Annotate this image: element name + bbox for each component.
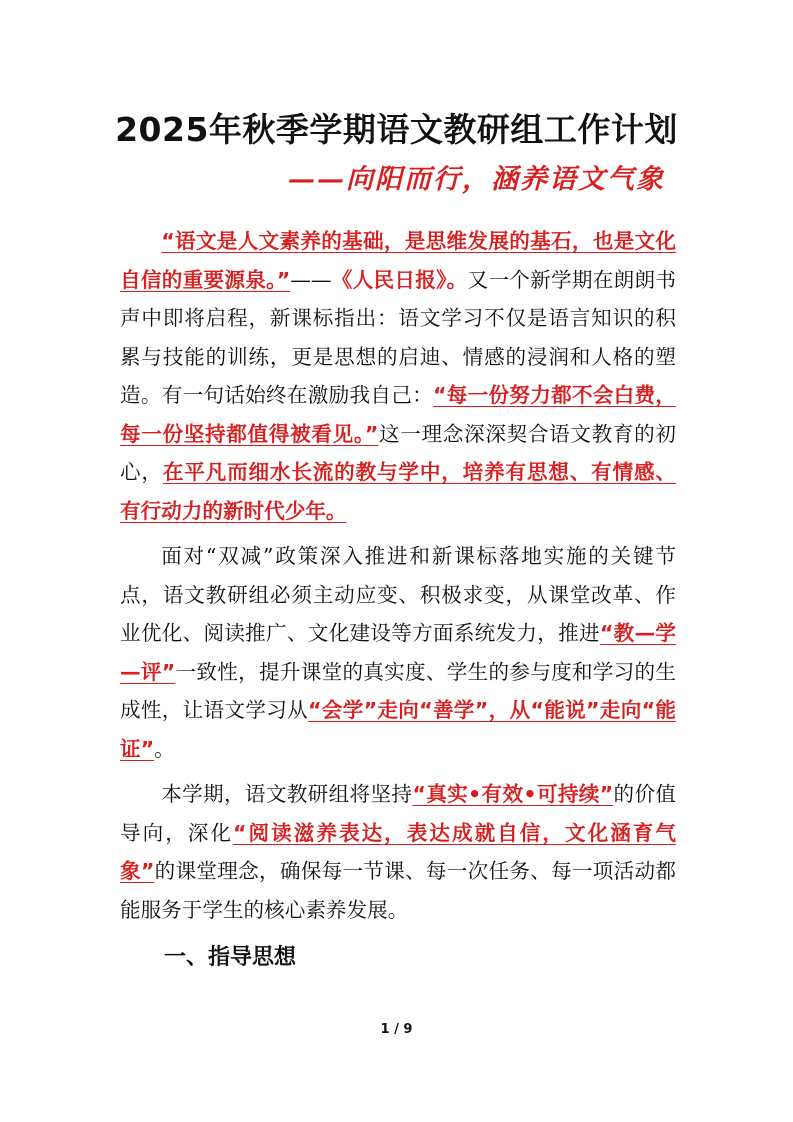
document-subtitle: ——向阳而行，涵养语文气象 (288, 164, 665, 195)
quote-people-daily: “语文是人文素养的基础，是思维发展的基石，也是文化自信的重要源泉。” (120, 229, 676, 292)
quote-source: 《人民日报》。 (331, 267, 468, 292)
document-title: 2025年秋季学期语文教研组工作计划 (115, 110, 678, 149)
highlight-phrase: “阅读滋养表达，表达成就自信，文化涵育气象” (120, 820, 676, 883)
paragraph-text: 面对“双减”政策深入推进和新课标落地实施的关键节点，语文教研组必须主动应变、积极求变，从课堂改革、作业优化、阅读推广、文化建设等方面系统发力，推进 (120, 544, 676, 645)
paragraph-1 (120, 222, 676, 530)
highlight-phrase: “会学”走向“善学”，从“能说”走向“能证” (120, 698, 677, 761)
highlight-phrase: “真实•有效•可持续” (412, 782, 614, 806)
paragraph-text: 的课堂理念，确保每一节课、每一次任务、每一项活动都能服务于学生的核心素养发展。 (120, 859, 676, 922)
highlight-quote: “每一份努力都不会白费，每一份坚持都值得被看见。” (120, 383, 676, 446)
quote-dash: —— (290, 267, 332, 292)
highlight-phrase: “教—学—评” (120, 621, 677, 684)
paragraph-text: 又一个新学期在朗朗书声中即将启程，新课标指出：语文学习不仅是语言知识的积累与技能的训练，更是思想的启迪、情感的浸润和人格的塑造。有一句话始终在激励我自己： (120, 267, 676, 407)
paragraph-text: 一致性，提升课堂的真实度、学生的参与度和学习的生成性，让语文学习从 (120, 659, 676, 722)
document-body (120, 222, 676, 980)
paragraph-text: 的价值导向，深化 (120, 782, 677, 845)
paragraph-text: 这一理念深深契合语文教育的初心， (120, 421, 677, 484)
section-heading: 一、指导思想 (164, 945, 297, 970)
paragraph-3 (120, 775, 676, 929)
highlight-phrase: 在平凡而细水长流的教与学中，培养有思想、有情感、有行动力的新时代少年。 (120, 460, 677, 523)
paragraph-2 (120, 537, 676, 768)
paragraph-text: 。 (154, 736, 175, 761)
page-number: 1 / 9 (380, 1022, 413, 1037)
paragraph-text: 本学期，语文教研组将坚持 (161, 782, 413, 806)
